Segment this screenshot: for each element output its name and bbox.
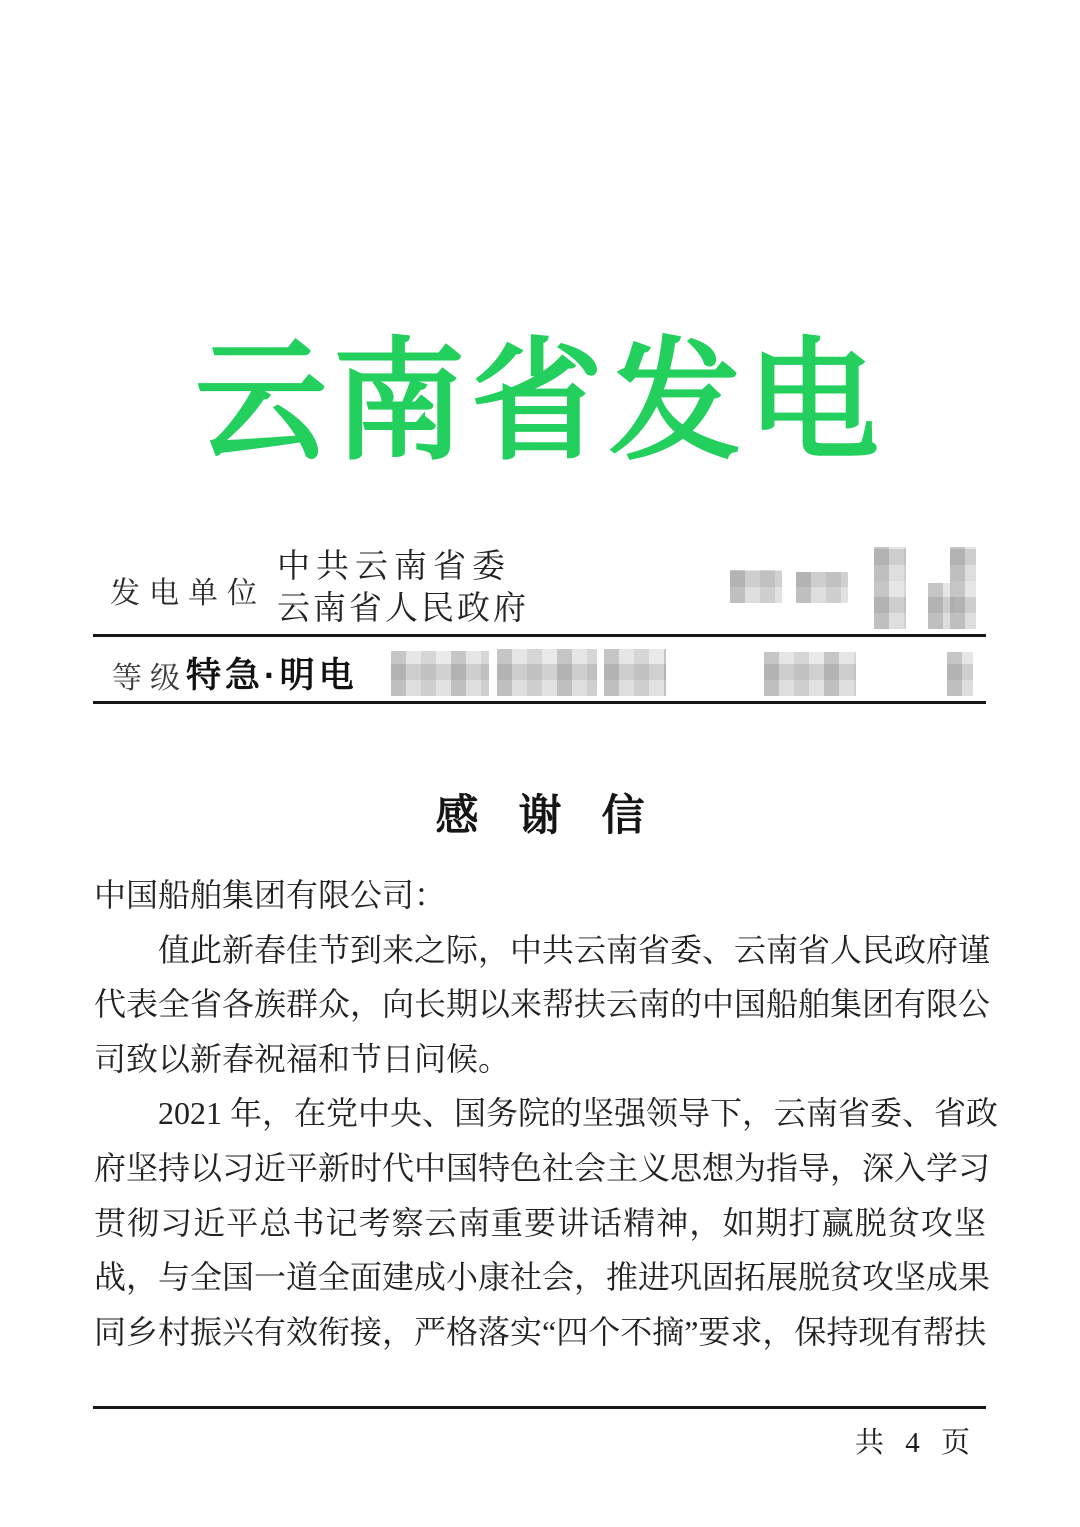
grade-value: 特急·明电 [186, 656, 358, 695]
redacted-region [947, 652, 973, 696]
letter-body-line: 战，与全国一道全面建成小康社会，推进巩固拓展脱贫攻坚成果 [94, 1259, 991, 1296]
letter-body-line: 司致以新春祝福和节日问候。 [94, 1040, 511, 1077]
letter-body-line: 同乡村振兴有效衔接，严格落实“四个不摘”要求，保持现有帮扶 [94, 1313, 987, 1350]
grade-label: 等级 [112, 662, 188, 695]
form-divider-line [93, 701, 986, 704]
footer-divider-line [93, 1406, 986, 1409]
redacted-region [730, 570, 782, 603]
page-count: 共 4 页 [854, 1427, 977, 1459]
redacted-region [604, 649, 666, 696]
redacted-region [497, 649, 597, 696]
letter-body-line: 值此新春佳节到来之际，中共云南省委、云南省人民政府谨 [158, 931, 991, 968]
letter-body-line: 代表全省各族群众，向长期以来帮扶云南的中国船舶集团有限公 [94, 986, 991, 1023]
letter-body [94, 868, 999, 1359]
letter-body-line: 贯彻习近平总书记考察云南重要讲话精神，如期打赢脱贫攻坚 [94, 1204, 986, 1241]
sender-unit-values [277, 546, 529, 630]
redacted-region [950, 547, 976, 629]
redacted-region [874, 547, 906, 629]
letter-body-line: 府坚持以习近平新时代中国特色社会主义思想为指导，深入学习 [94, 1149, 991, 1186]
form-divider-line [93, 634, 986, 637]
redacted-region [764, 652, 856, 696]
letter-body-line: 2021 年，在党中央、国务院的坚强领导下，云南省委、省政 [158, 1095, 999, 1132]
sender-unit-line-2: 云南省人民政府 [277, 591, 529, 627]
document-masthead-title: 云南省发电 [195, 329, 885, 476]
letter-title: 感谢信 [435, 793, 685, 840]
redacted-region [391, 651, 489, 696]
letter-salutation: 中国船舶集团有限公司： [94, 877, 447, 913]
redacted-region [796, 572, 848, 603]
sender-unit-line-1: 中共云南省委 [277, 549, 511, 585]
sender-unit-label: 发电单位 [110, 577, 266, 610]
